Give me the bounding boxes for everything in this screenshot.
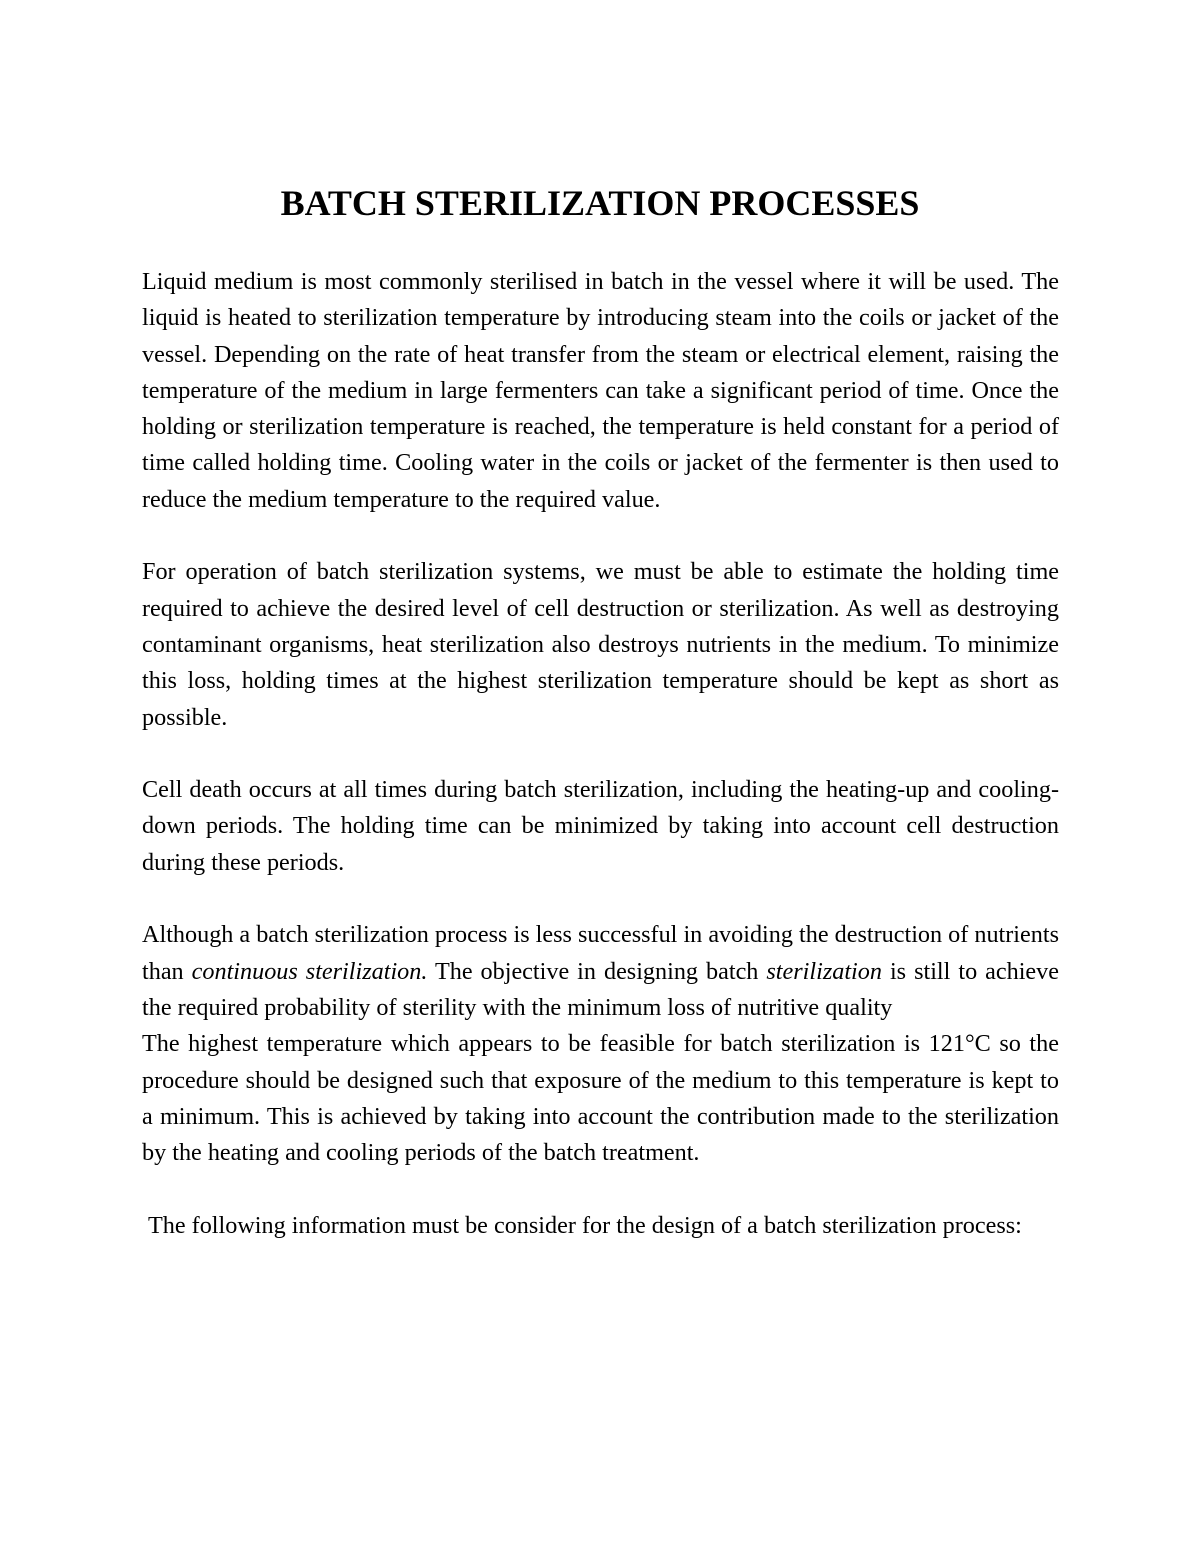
paragraph-highest-temperature: The highest temperature which appears to be feasible for batch sterilization is 121°C so the procedure should be designed such that exposure of the medium to this temperature is kept to a minimum. This is achieved by taking into account the contribution made to the sterilization by the heating and cooling periods of the batch treatment. <box>142 1030 1059 1167</box>
paragraph-cell-death: Cell death occurs at all times during batch sterilization, including the heating-up and cooling-down periods. The holding time can be minimized by taking into account cell destruction during these periods. <box>142 776 1059 876</box>
paragraph-design-objective <box>142 917 1059 1026</box>
paragraph-batch-sterilization-intro: Liquid medium is most commonly sterilised in batch in the vessel where it will be used. The liquid is heated to sterilization temperature by introducing steam into the coils or jacket of the vessel. Depending on the rate of heat transfer from the steam or electrical element, raising the temperature of the medium in large fermenters can take a significant period of time. Once the holding or sterilization temperature is reached, the temperature is held constant for a period of time called holding time. Cooling water in the coils or jacket of the fermenter is then used to reduce the medium temperature to the required value. <box>142 268 1059 513</box>
page-title: BATCH STERILIZATION PROCESSES <box>280 183 920 223</box>
paragraph-design-information: The following information must be consider for the design of a batch sterilization process: <box>148 1211 1022 1239</box>
italic-term-sterilization: sterilization <box>766 957 882 985</box>
paragraph-text-segment: is still to achieve the required probability of sterility with the minimum loss of nutritive quality <box>142 957 1059 1021</box>
paragraph-holding-time: For operation of batch sterilization systems, we must be able to estimate the holding time required to achieve the desired level of cell destruction or sterilization. As well as destroying contaminant organisms, heat sterilization also destroys nutrients in the medium. To minimize this loss, holding times at the highest sterilization temperature should be kept as short as possible. <box>142 558 1059 731</box>
document-body <box>142 264 1059 1280</box>
paragraph-text-segment: The objective in designing batch <box>427 957 767 985</box>
italic-term-continuous-sterilization: continuous sterilization. <box>191 957 428 985</box>
paragraph-text-segment: Although a batch sterilization process is less successful in avoiding the destruction of nutrients than <box>142 921 1059 985</box>
